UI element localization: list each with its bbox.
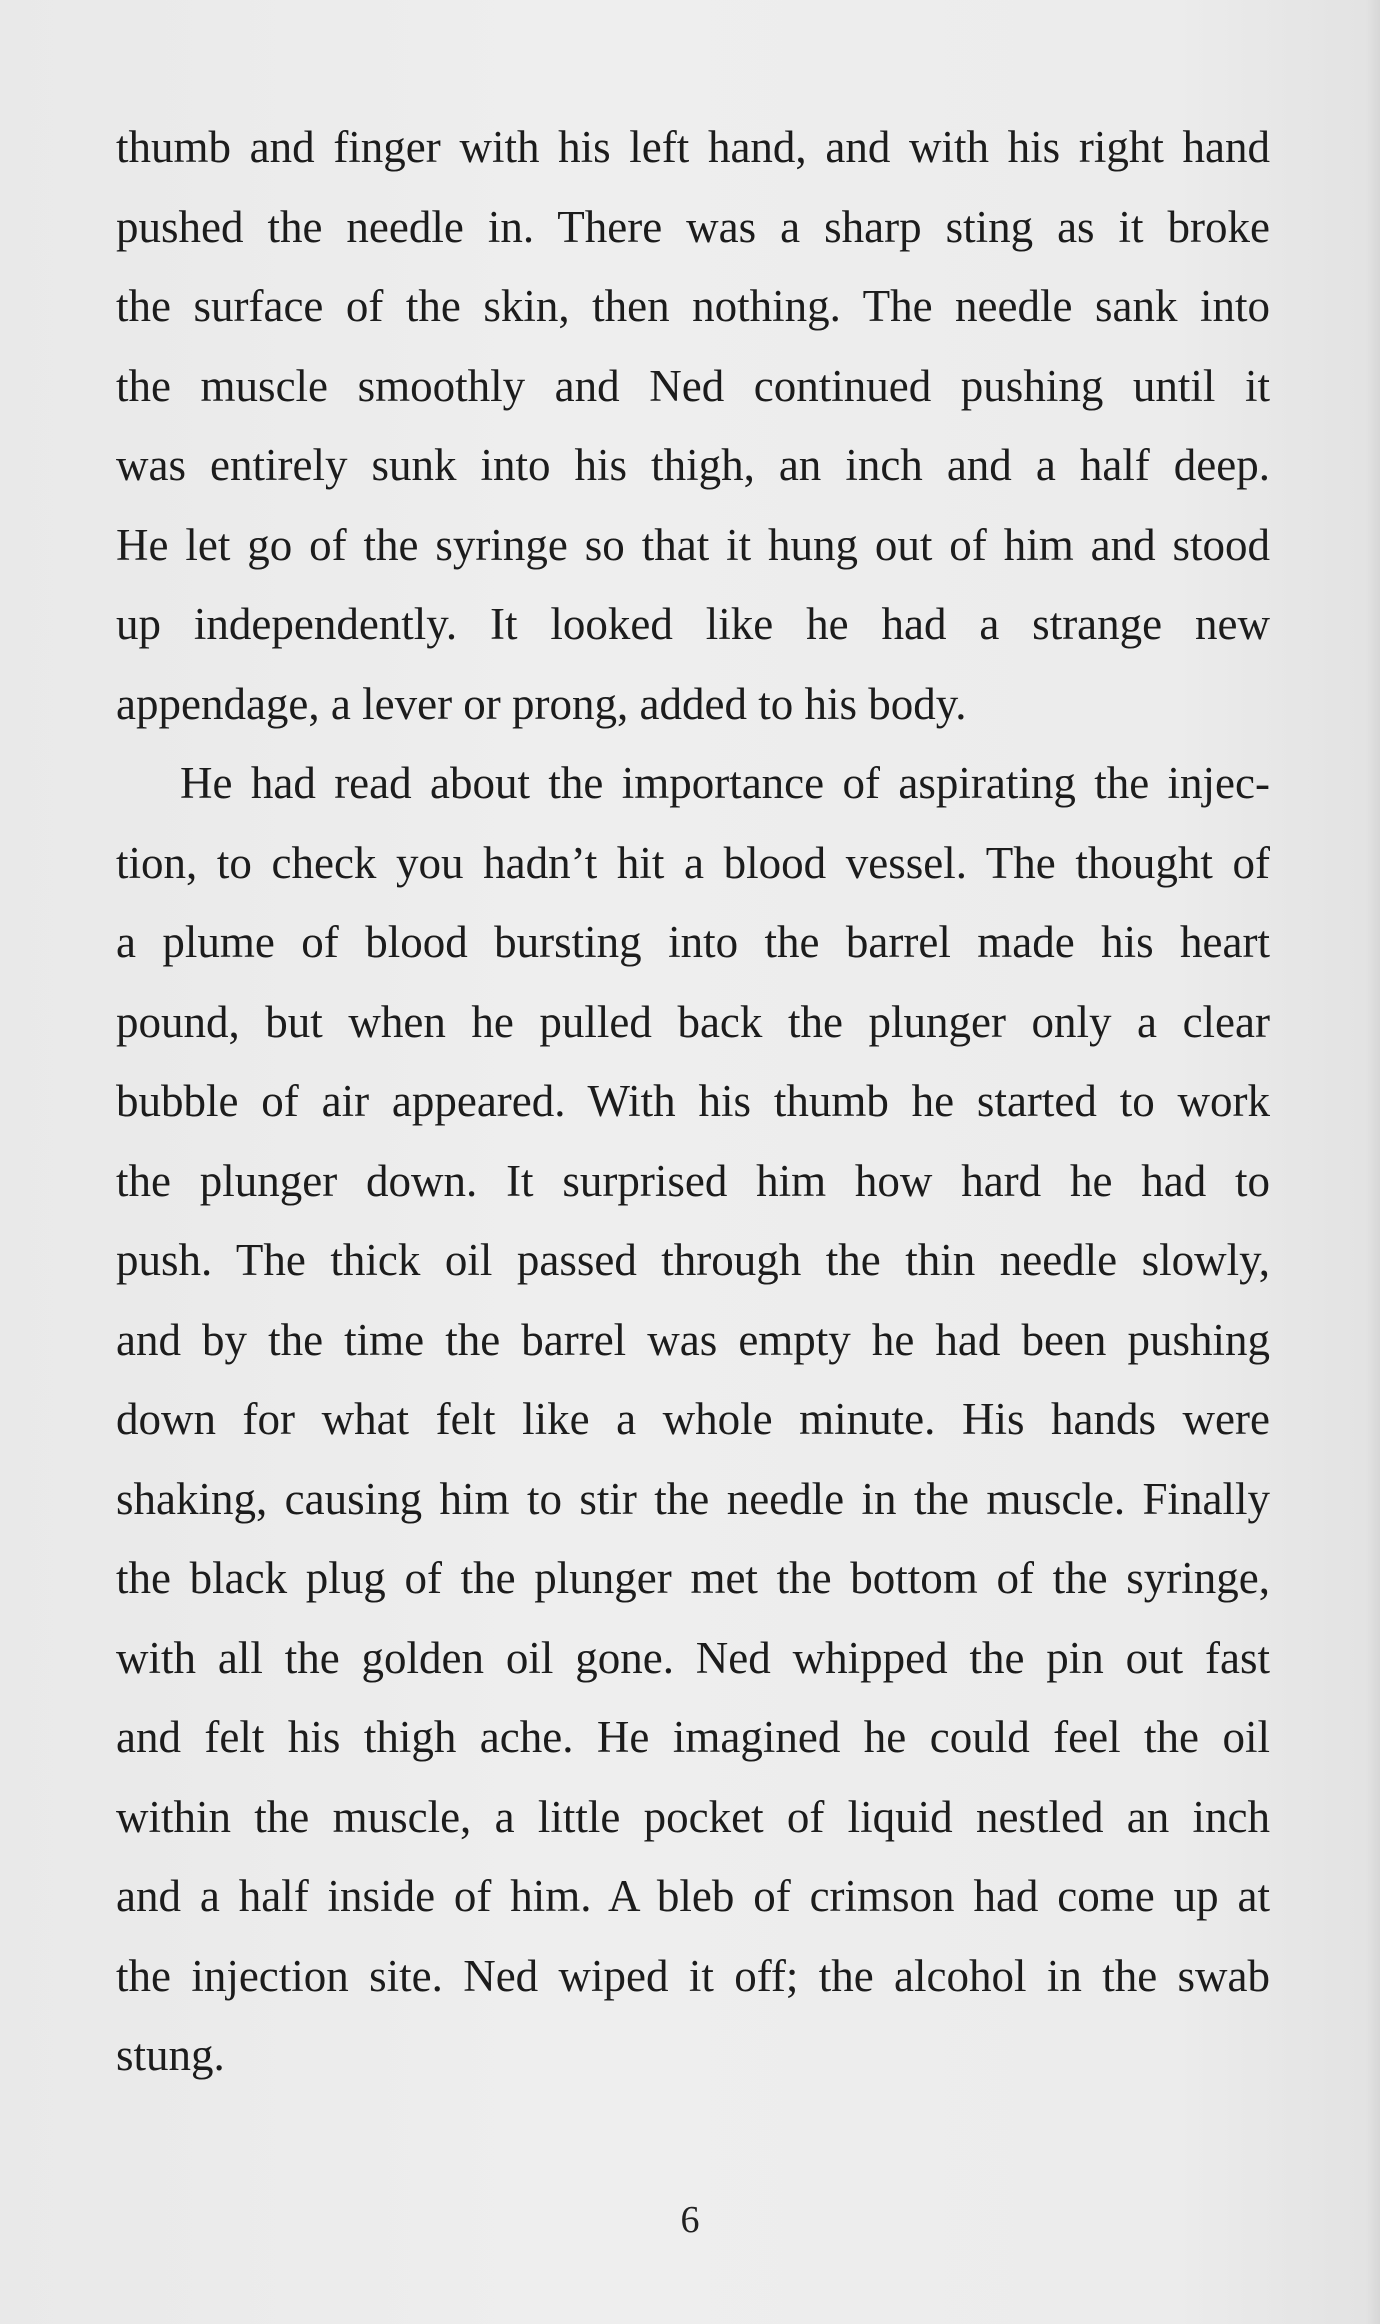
page-number: 6 [680,2199,700,2241]
text-line: the muscle smoothly and Ned continued pushing until it [116,360,1270,411]
text-line: tion, to check you hadn’t hit a blood vessel. The thought of [116,837,1270,888]
text-line: the surface of the skin, then nothing. The needle sank into [116,281,1270,331]
text-line: appendage, a lever or prong, added to his body. [116,678,967,729]
text-line: a plume of blood bursting into the barrel made his heart [116,917,1270,967]
text-line: the plunger down. It surprised him how hard he had to [116,1155,1270,1206]
text-line: He had read about the importance of aspirating the injec- [180,758,1270,808]
text-line: down for what felt like a whole minute. His hands were [116,1394,1270,1444]
text-line: thumb and finger with his left hand, and with his right hand [116,122,1270,172]
text-line: pushed the needle in. There was a sharp sting as it broke [116,201,1270,252]
text-line: bubble of air appeared. With his thumb he started to work [116,1076,1270,1126]
text-line: and by the time the barrel was empty he had been pushing [116,1314,1270,1365]
text-line: with all the golden oil gone. Ned whipped the pin out fast [116,1632,1270,1683]
text-line: the injection site. Ned wiped it off; the alcohol in the swab [116,1950,1270,2001]
text-line: pound, but when he pulled back the plunger only a clear [116,996,1270,1047]
text-line: the black plug of the plunger met the bottom of the syringe, [116,1553,1270,1603]
text-line: and a half inside of him. A bleb of crimson had come up at [116,1871,1270,1921]
text-line: shaking, causing him to stir the needle in the muscle. Finally [116,1473,1270,1524]
text-line: was entirely sunk into his thigh, an inch and a half deep. [116,440,1270,490]
text-line: within the muscle, a little pocket of liquid nestled an inch [116,1791,1270,1842]
text-line: and felt his thigh ache. He imagined he could feel the oil [116,1712,1270,1762]
body-text [116,108,1270,2096]
text-line: He let go of the syringe so that it hung out of him and stood [116,519,1270,570]
text-line: up independently. It looked like he had a strange new [116,599,1270,649]
text-line: push. The thick oil passed through the thin needle slowly, [116,1235,1270,1285]
text-line: stung. [116,2030,225,2080]
page-edge-shadow [1366,0,1380,2324]
